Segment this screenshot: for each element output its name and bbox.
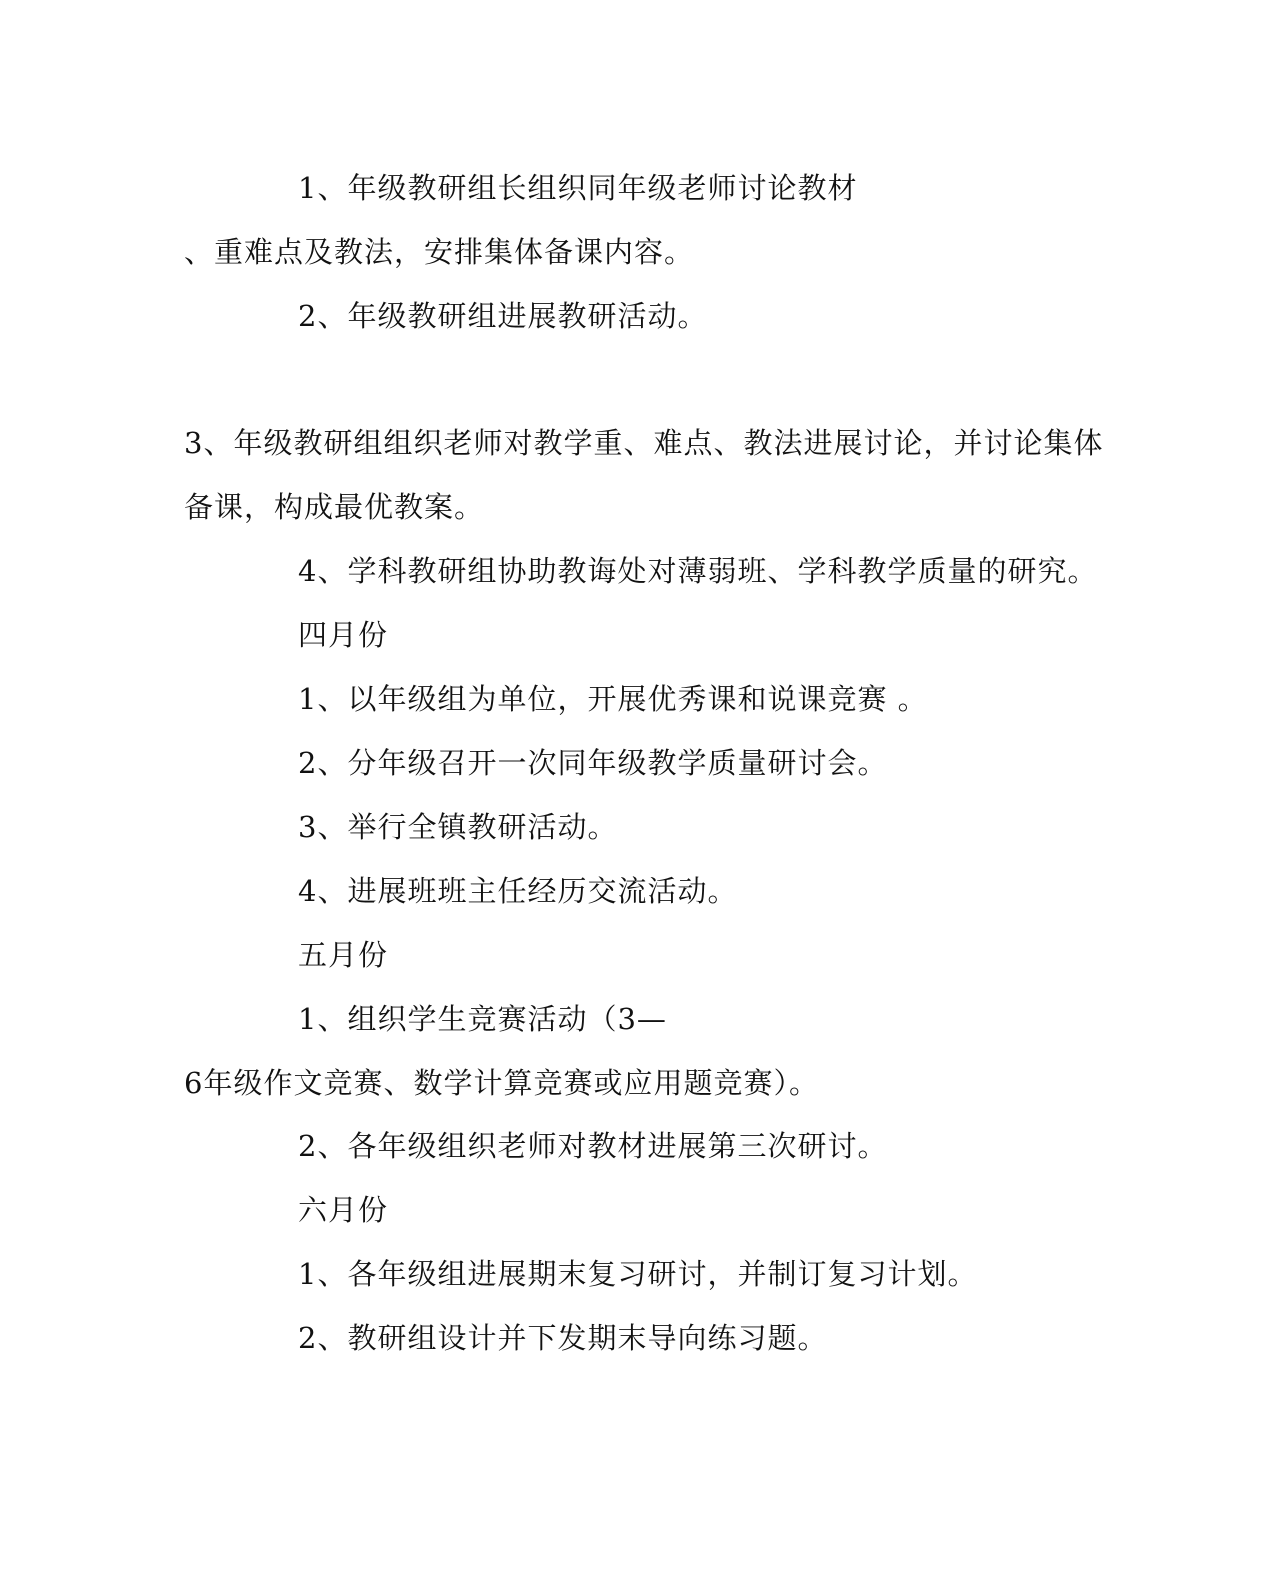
paragraph-line: 3、举行全镇教研活动。 xyxy=(298,810,618,844)
paragraph-line: 4、学科教研组协助教诲处对薄弱班、学科教学质量的研究。 xyxy=(298,554,1098,588)
paragraph-line: 2、年级教研组进展教研活动。 xyxy=(298,299,708,333)
paragraph-line: 3、年级教研组组织老师对教学重、难点、教法进展讨论，并讨论集体 xyxy=(184,426,1104,460)
paragraph-line: 、重难点及教法，安排集体备课内容。 xyxy=(184,235,695,269)
paragraph-line: 2、分年级召开一次同年级教学质量研讨会。 xyxy=(298,746,888,780)
month-heading: 六月份 xyxy=(298,1193,389,1227)
paragraph-line: 1、组织学生竞赛活动（3— xyxy=(298,1002,667,1036)
paragraph-line: 1、以年级组为单位，开展优秀课和说课竞赛 。 xyxy=(298,682,928,716)
paragraph-line: 2、教研组设计并下发期末导向练习题。 xyxy=(298,1321,828,1355)
paragraph-line: 备课，构成最优教案。 xyxy=(184,490,485,524)
month-heading: 四月份 xyxy=(298,618,389,652)
paragraph-line: 6年级作文竞赛、数学计算竞赛或应用题竞赛）。 xyxy=(184,1066,819,1100)
paragraph-line: 2、各年级组织老师对教材进展第三次研讨。 xyxy=(298,1129,888,1163)
paragraph-line: 1、各年级组进展期末复习研讨，并制订复习计划。 xyxy=(298,1257,978,1291)
paragraph-line: 1、年级教研组长组织同年级老师讨论教材 xyxy=(298,171,858,205)
month-heading: 五月份 xyxy=(298,938,389,972)
paragraph-line: 4、进展班班主任经历交流活动。 xyxy=(298,874,738,908)
